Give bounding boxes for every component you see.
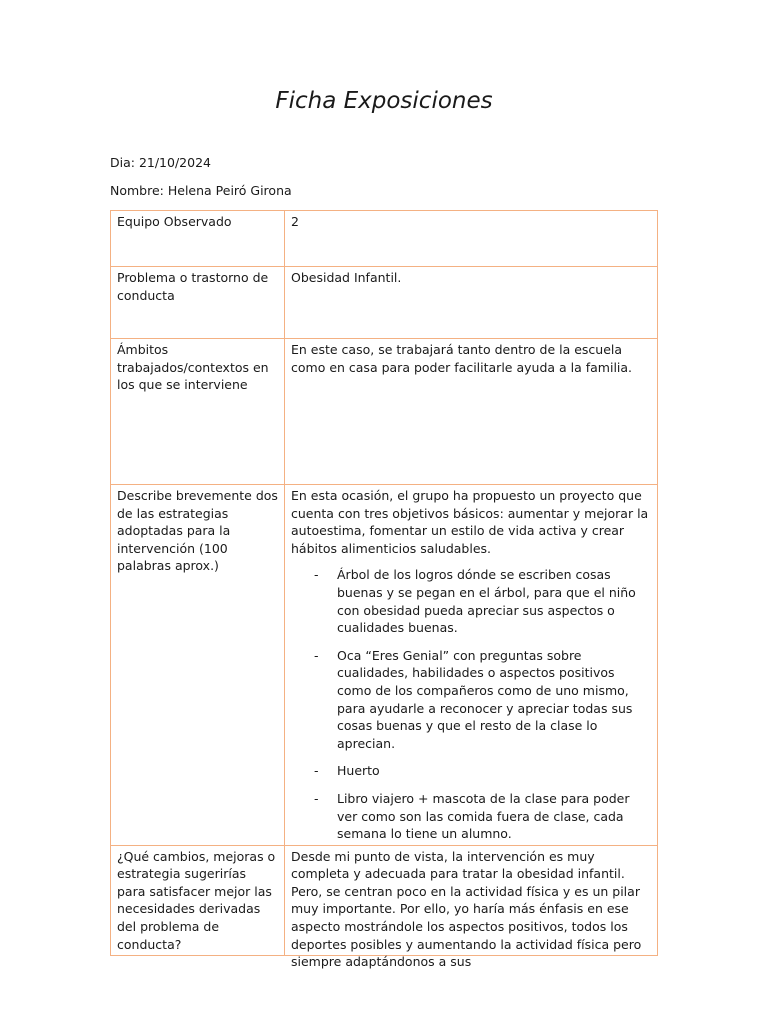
list-item: - Árbol de los logros dónde se escriben cosas buenas y se pegan en el árbol, para que el niño con obesidad pueda apreciar sus aspectos o cualidades buenas. <box>337 566 651 636</box>
row-label-team: Equipo Observado <box>111 211 285 267</box>
row-label-problem: Problema o trastorno de conducta <box>111 267 285 339</box>
document-title: Ficha Exposiciones <box>275 88 493 114</box>
table-row <box>111 211 658 267</box>
list-item: - Huerto <box>337 762 651 780</box>
row-label-strategies: Describe brevemente dos de las estrategias adoptadas para la intervención (100 palabras aprox.) <box>111 485 285 846</box>
row-value-suggestions <box>285 845 658 970</box>
row-label-suggestions: ¿Qué cambios, mejoras o estrategia sugerirías para satisfacer mejor las necesidades derivadas del problema de conducta? <box>111 845 285 956</box>
row-value-contexts: En este caso, se trabajará tanto dentro de la escuela como en casa para poder facilitarle ayuda a la familia. <box>285 339 658 485</box>
strategies-intro: En esta ocasión, el grupo ha propuesto un proyecto que cuenta con tres objetivos básicos: aumentar y mejorar la autoestima, fomentar un estilo de vida activa y crear hábitos alimenticios saludables. <box>291 488 649 556</box>
table-row <box>111 485 658 846</box>
table-row <box>111 845 658 956</box>
date-line: Dia: 21/10/2024 <box>110 155 211 170</box>
table-row <box>111 267 658 339</box>
row-label-contexts: Ámbitos trabajados/contextos en los que se interviene <box>111 339 285 485</box>
row-value-strategies <box>285 485 658 846</box>
row-value-team: 2 <box>285 211 658 267</box>
strategies-list <box>291 566 651 842</box>
suggestions-text: Desde mi punto de vista, la intervención es muy completa y adecuada para tratar la obesidad infantil. Pero, se centran poco en la actividad física y es un pilar muy importante. Por ello, yo haría más énfasis en ese aspecto mostrándole los aspectos positivos, todos los deportes posibles y aumentando la actividad física pero siempre adaptándonos a sus <box>291 848 642 970</box>
observation-table <box>110 210 658 970</box>
list-item: - Libro viajero + mascota de la clase para poder ver como son las comida fuera de clase, cada semana lo tiene un alumno. <box>337 790 651 843</box>
name-line: Nombre: Helena Peiró Girona <box>110 183 292 198</box>
table-row <box>111 339 658 485</box>
list-item: - Oca “Eres Genial” con preguntas sobre cualidades, habilidades o aspectos positivos como de los compañeros como de uno mismo, para ayudarle a reconocer y apreciar todas sus cosas buenas y que el resto de la clase lo aprecian. <box>337 647 651 753</box>
row-value-problem: Obesidad Infantil. <box>285 267 658 339</box>
